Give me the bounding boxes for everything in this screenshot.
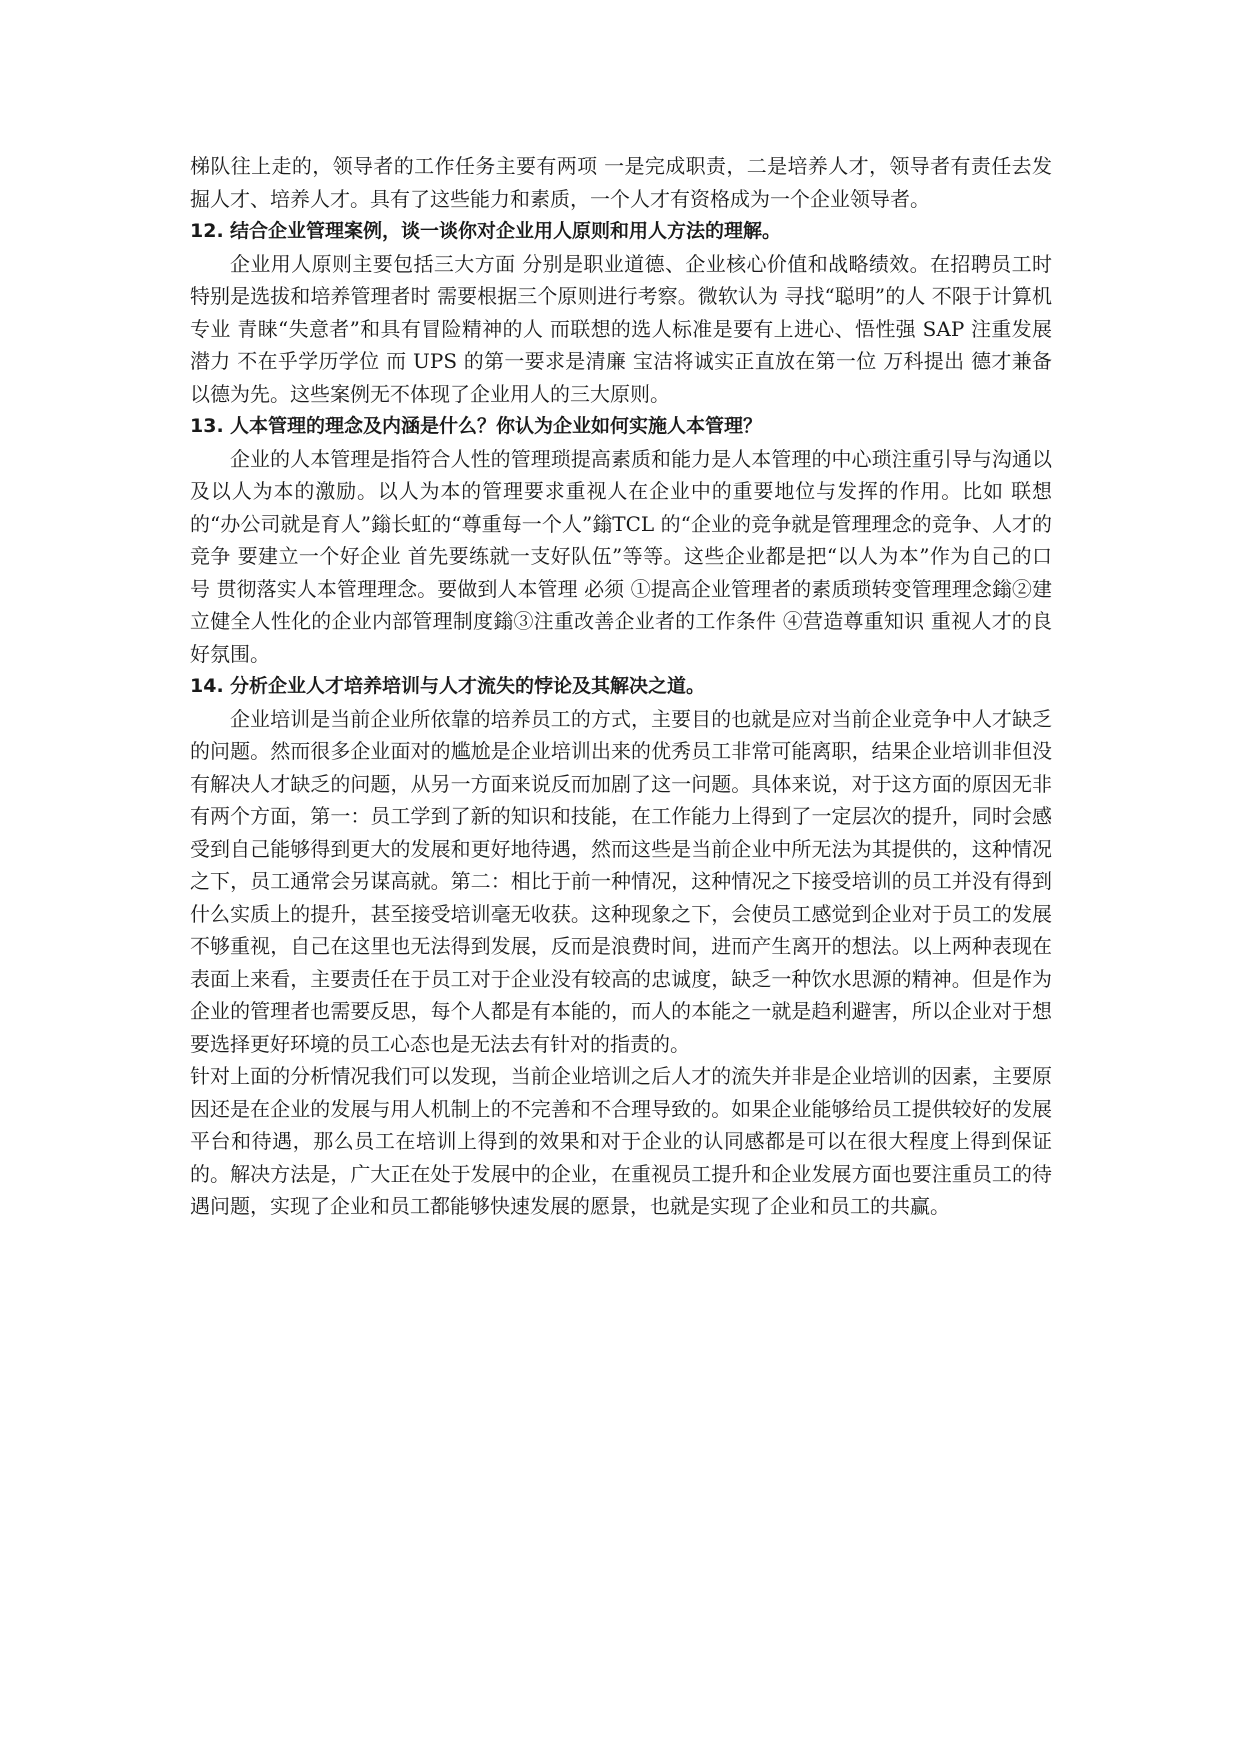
question-12-heading [190, 215, 1052, 248]
question-14-heading [190, 670, 1052, 703]
question-12-number: 12. [190, 220, 224, 242]
question-14-number: 14. [190, 675, 224, 697]
question-13-number: 13. [190, 415, 224, 437]
question-13-answer: 企业的人本管理是指符合人性的管理琐提高素质和能力是人本管理的中心琐注重引导与沟通以及以人为本的激励。以人为本的管理要求重视人在企业中的重要地位与发挥的作用。比如 联想的“办公司就是育人”鎓长虹的“尊重每一个人”鎓TCL 的“企业的竞争就是管理理念的竞争、人才的竞争 要建立一个好企业 首先要练就一支好队伍”等等。这些企业都是把“以人为本”作为自己的口号 贯彻落实人本管理理念。要做到人本管理 必须 ①提高企业管理者的素质琐转变管理理念鎓②建立健全人性化的企业内部管理制度鎓③注重改善企业者的工作条件 ④营造尊重知识 重视人才的良好氛围。 [190, 446, 1052, 666]
question-13-heading [190, 410, 1052, 443]
question-12-answer: 企业用人原则主要包括三大方面 分别是职业道德、企业核心价值和战略绩效。在招聘员工时 特别是选拔和培养管理者时 需要根据三个原则进行考察。微软认为 寻找“聪明”的人 不限于计算机专业 青睐“失意者”和具有冒险精神的人 而联想的选人标准是要有上进心、悟性强 SAP 注重发展潜力 不在乎学历学位 而 UPS 的第一要求是清廉 宝洁将诚实正直放在第一位 万科提出 德才兼备 以德为先。这些案例无不体现了企业用人的三大原则。 [190, 251, 1052, 406]
intro-paragraph: 梯队往上走的，领导者的工作任务主要有两项 一是完成职责，二是培养人才，领导者有责任去发掘人才、培养人才。具有了这些能力和素质，一个人才有资格成为一个企业领导者。 [190, 154, 1052, 211]
question-14-title: 分析企业人才培养培训与人才流失的悖论及其解决之道。 [230, 675, 706, 697]
question-12-title: 结合企业管理案例，谈一谈你对企业用人原则和用人方法的理解。 [230, 220, 782, 242]
document-page [190, 150, 1052, 1223]
question-13-title: 人本管理的理念及内涵是什么？你认为企业如何实施人本管理？ [230, 415, 763, 437]
question-14-conclusion: 针对上面的分析情况我们可以发现，当前企业培训之后人才的流失并非是企业培训的因素，主要原因还是在企业的发展与用人机制上的不完善和不合理导致的。如果企业能够给员工提供较好的发展平台和待遇，那么员工在培训上得到的效果和对于企业的认同感都是可以在很大程度上得到保证的。解决方法是，广大正在处于发展中的企业，在重视员工提升和企业发展方面也要注重员工的待遇问题，实现了企业和员工都能够快速发展的愿景，也就是实现了企业和员工的共赢。 [190, 1064, 1052, 1218]
question-14-answer: 企业培训是当前企业所依靠的培养员工的方式，主要目的也就是应对当前企业竞争中人才缺乏的问题。然而很多企业面对的尴尬是企业培训出来的优秀员工非常可能离职，结果企业培训非但没有解决人才缺乏的问题，从另一方面来说反而加剧了这一问题。具体来说，对于这方面的原因无非有两个方面，第一：员工学到了新的知识和技能，在工作能力上得到了一定层次的提升，同时会感受到自己能够得到更大的发展和更好地待遇，然而这些是当前企业中所无法为其提供的，这种情况之下，员工通常会另谋高就。第二：相比于前一种情况，这种情况之下接受培训的员工并没有得到什么实质上的提升，甚至接受培训毫无收获。这种现象之下，会使员工感觉到企业对于员工的发展不够重视，自己在这里也无法得到发展，反而是浪费时间，进而产生离开的想法。以上两种表现在表面上来看，主要责任在于员工对于企业没有较高的忠诚度，缺乏一种饮水思源的精神。但是作为企业的管理者也需要反思，每个人都是有本能的，而人的本能之一就是趋利避害，所以企业对于想要选择更好环境的员工心态也是无法去有针对的指责的。 [190, 706, 1052, 1056]
